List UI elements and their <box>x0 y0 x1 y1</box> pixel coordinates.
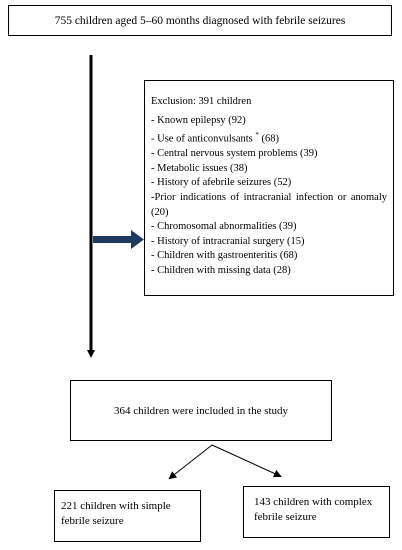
included-children-text: 364 children were included in the study <box>113 404 289 417</box>
exclusion-item-text: - Central nervous system problems (39) <box>151 148 318 160</box>
exclusion-arrow-shaft <box>93 236 132 243</box>
exclusion-item <box>151 249 387 264</box>
exclusion-box <box>144 80 394 296</box>
included-children-box <box>70 380 332 441</box>
exclusion-item-text: - Chromosomal abnormalities (39) <box>151 221 297 233</box>
exclusion-item <box>151 235 387 250</box>
total-children-text: 755 children aged 5–60 months diagnosed with febrile seizures <box>54 14 346 27</box>
split-arrow-left <box>170 445 212 478</box>
footnote-marker: * <box>255 131 259 140</box>
exclusion-item <box>151 176 387 191</box>
total-children-box <box>8 5 392 36</box>
exclusion-item <box>151 191 387 220</box>
exclusion-item-text: - Metabolic issues (38) <box>151 162 248 174</box>
simple-seizure-line-2: febrile seizure <box>61 515 124 527</box>
exclusion-item-text: - Children with missing data (28) <box>151 265 291 277</box>
exclusion-item <box>151 220 387 235</box>
complex-seizure-line-1: 143 children with complex <box>254 496 373 508</box>
exclusion-item-text: - History of afebrile seizures (52) <box>151 177 292 189</box>
exclusion-item-text: - Use of anticonvulsants <box>151 133 253 145</box>
exclusion-item-text: -Prior indications of intracranial infection or anomaly (20) <box>151 192 387 218</box>
exclusion-item <box>151 114 387 129</box>
exclusion-item-count: (68) <box>258 133 280 145</box>
exclusion-item-text: - Known epilepsy (92) <box>151 114 246 126</box>
simple-seizure-box <box>54 490 201 542</box>
exclusion-item <box>151 162 387 177</box>
complex-seizure-box <box>243 486 390 538</box>
exclusion-item <box>151 128 387 147</box>
complex-seizure-line-2: febrile seizure <box>254 511 317 523</box>
exclusion-list <box>151 114 387 279</box>
split-arrow-right <box>212 445 280 476</box>
exclusion-item <box>151 264 387 279</box>
exclusion-title: Exclusion: 391 children <box>151 96 252 107</box>
simple-seizure-line-1: 221 children with simple <box>61 500 171 512</box>
exclusion-item-text: - History of intracranial surgery (15) <box>151 235 305 247</box>
main-flow-arrowhead <box>87 350 95 358</box>
exclusion-arrow-head <box>131 230 144 249</box>
exclusion-item <box>151 147 387 162</box>
exclusion-item-text: - Children with gastroenteritis (68) <box>151 250 298 262</box>
